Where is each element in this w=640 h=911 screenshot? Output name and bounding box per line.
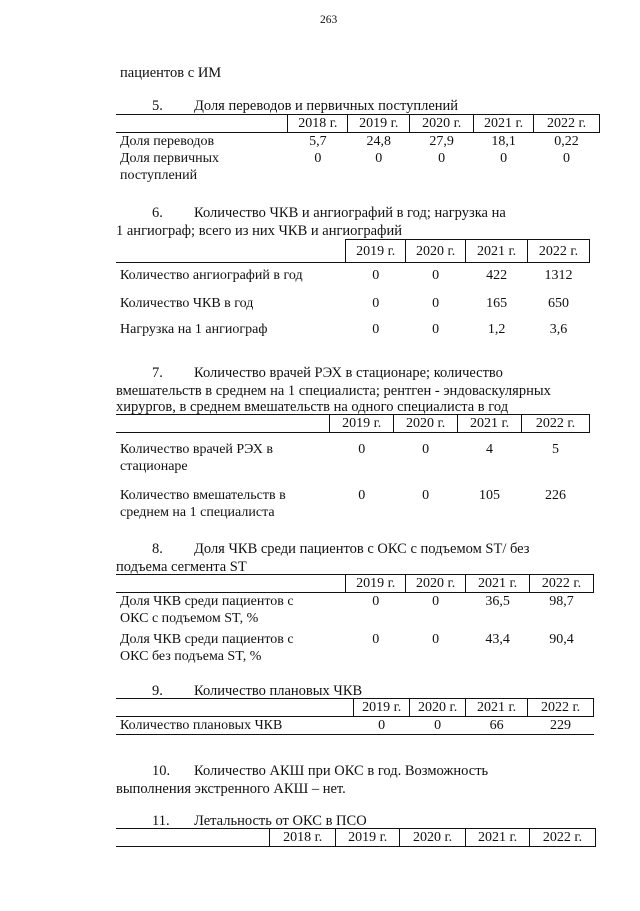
cell: 0 [432,296,440,311]
row-label-line: ОКС с подъемом ST, % [120,611,259,626]
section-11-number: 11. [152,813,170,829]
section-8-heading [152,540,530,558]
row-label: Количество ЧКВ в год [120,296,254,311]
cell: 0 [438,151,446,166]
table-row [116,150,600,184]
cell: 0 [434,718,442,733]
table-row [116,433,590,482]
section-9-title: Количество плановых ЧКВ [194,683,363,699]
section-5-title: Доля переводов и первичных поступлений [194,98,459,114]
cell: 5,7 [309,134,327,149]
s8-year-1: 2019 г. [346,575,406,593]
section-11-table [116,828,596,847]
cell: 0 [358,442,366,457]
cell: 650 [548,296,570,311]
cell: 24,8 [366,134,391,149]
row-label-line: Количество вмешательств в [120,488,286,503]
s7-year-3: 2021 г. [458,415,522,433]
s6-year-3: 2021 г. [466,240,528,263]
s8-year-3: 2021 г. [466,575,530,593]
row-label: Количество ангиографий в год [120,268,303,283]
page-number: 263 [320,14,338,26]
table-row [116,263,590,292]
cell: 98,7 [549,594,574,609]
row-label-line: среднем на 1 специалиста [120,505,275,520]
cell: 3,6 [549,322,568,337]
section-7-number: 7. [152,365,163,381]
row-label: Нагрузка на 1 ангиограф [120,322,268,337]
cell: 0 [563,151,571,166]
s9-year-4: 2022 г. [528,699,594,717]
section-7-title-line1: Количество врачей РЭХ в стационаре; количество [194,365,503,381]
row-label-line: ОКС без подъема ST, % [120,649,262,664]
cell: 0 [500,151,508,166]
s5-year-2: 2019 г. [348,115,410,133]
s8-year-4: 2022 г. [530,575,594,593]
section-10-number: 10. [152,763,171,779]
cell: 0 [314,151,322,166]
section-8-title-line1: Доля ЧКВ среди пациентов с ОКС с подъемом ST/ без [194,541,530,557]
s6-year-4: 2022 г. [528,240,590,263]
section-6-title-line2: 1 ангиограф; всего из них ЧКВ и ангиографий [116,223,402,239]
s11-year-2: 2019 г. [336,829,400,847]
table-row [116,593,594,632]
cell: 165 [486,296,508,311]
cell: 90,4 [549,632,574,647]
section-7-table [116,414,590,521]
section-6-number: 6. [152,205,163,221]
section-6-heading [152,204,506,222]
row-label [116,631,346,665]
section-7-title-line2: вмешательств в среднем на 1 специалиста; рентген - эндоваскулярных [116,383,551,399]
cell: 0 [378,718,386,733]
section-6-title-line1: Количество ЧКВ и ангиографий в год; нагрузка на [194,205,506,221]
s5-year-4: 2021 г. [474,115,534,133]
table-row [116,631,594,665]
cell: 0 [372,322,380,337]
section-10-line1: Количество АКШ при ОКС в год. Возможность [194,763,489,779]
row-label-line: стационаре [120,459,188,474]
cell: 105 [479,488,501,503]
cell: 229 [550,718,572,733]
row-label [116,481,330,521]
s5-year-3: 2020 г. [410,115,474,133]
table-row [116,481,590,521]
cell: 0 [372,296,380,311]
cell: 422 [486,268,508,283]
s6-year-2: 2020 г. [406,240,466,263]
row-label-line: Количество врачей РЭХ в [120,442,273,457]
row-label: Доля первичных поступлений [120,151,220,183]
s7-year-2: 2020 г. [394,415,458,433]
row-label [116,433,330,482]
section-5-table [116,114,600,184]
table-row [116,133,600,151]
section-5-heading [152,97,458,115]
cell: 0 [375,151,383,166]
row-label: Доля переводов [120,134,215,149]
table-row [116,291,590,317]
s7-year-4: 2022 г. [522,415,590,433]
s9-year-3: 2021 г. [466,699,528,717]
cell: 5 [552,442,559,457]
s5-year-5: 2022 г. [534,115,600,133]
s9-year-2: 2020 г. [410,699,466,717]
section-5-number: 5. [152,98,163,114]
s8-year-2: 2020 г. [406,575,466,593]
s11-year-3: 2020 г. [400,829,466,847]
section-6-table [116,239,590,338]
cell: 0 [372,632,380,647]
cell: 0 [422,488,430,503]
section-7-heading [152,364,503,382]
row-label-line: Доля ЧКВ среди пациентов с [120,594,294,609]
table-row [116,317,590,338]
row-label-line: Доля ЧКВ среди пациентов с [120,632,294,647]
cell: 0,22 [554,134,579,149]
cell: 43,4 [485,632,510,647]
section-9-table [116,698,594,735]
section-8-table [116,574,594,665]
row-label [116,593,346,632]
s11-year-4: 2021 г. [466,829,530,847]
s9-year-1: 2019 г. [354,699,410,717]
table-row [116,717,594,735]
section-9-number: 9. [152,683,163,699]
cell: 1312 [544,268,573,283]
cell: 18,1 [491,134,516,149]
cell: 1,2 [487,322,506,337]
cell: 0 [432,322,440,337]
section-8-title-line2: подъема сегмента ST [116,559,247,575]
cell: 0 [432,594,440,609]
cell: 27,9 [429,134,454,149]
cell: 0 [432,268,440,283]
section-8-number: 8. [152,541,163,557]
section-7-title-line3: хирургов, в среднем вмешательств на одного специалиста в год [116,399,509,415]
s7-year-1: 2019 г. [330,415,394,433]
row-label: Количество плановых ЧКВ [120,718,283,733]
cell: 0 [372,594,380,609]
cell: 226 [545,488,566,503]
cell: 66 [489,718,504,733]
cell: 4 [486,442,494,457]
section-10-line2: выполнения экстренного АКШ – нет. [116,781,346,797]
s11-year-1: 2018 г. [270,829,336,847]
cell: 36,5 [485,594,510,609]
s6-year-1: 2019 г. [346,240,406,263]
s11-year-5: 2022 г. [530,829,596,847]
cell: 0 [358,488,366,503]
section-11-title: Летальность от ОКС в ПСО [194,813,367,829]
cell: 0 [432,632,440,647]
cell: 0 [372,268,380,283]
cell: 0 [422,442,430,457]
s5-year-1: 2018 г. [288,115,348,133]
section-10-heading [152,762,488,780]
intro-line: пациентов с ИМ [120,65,222,81]
